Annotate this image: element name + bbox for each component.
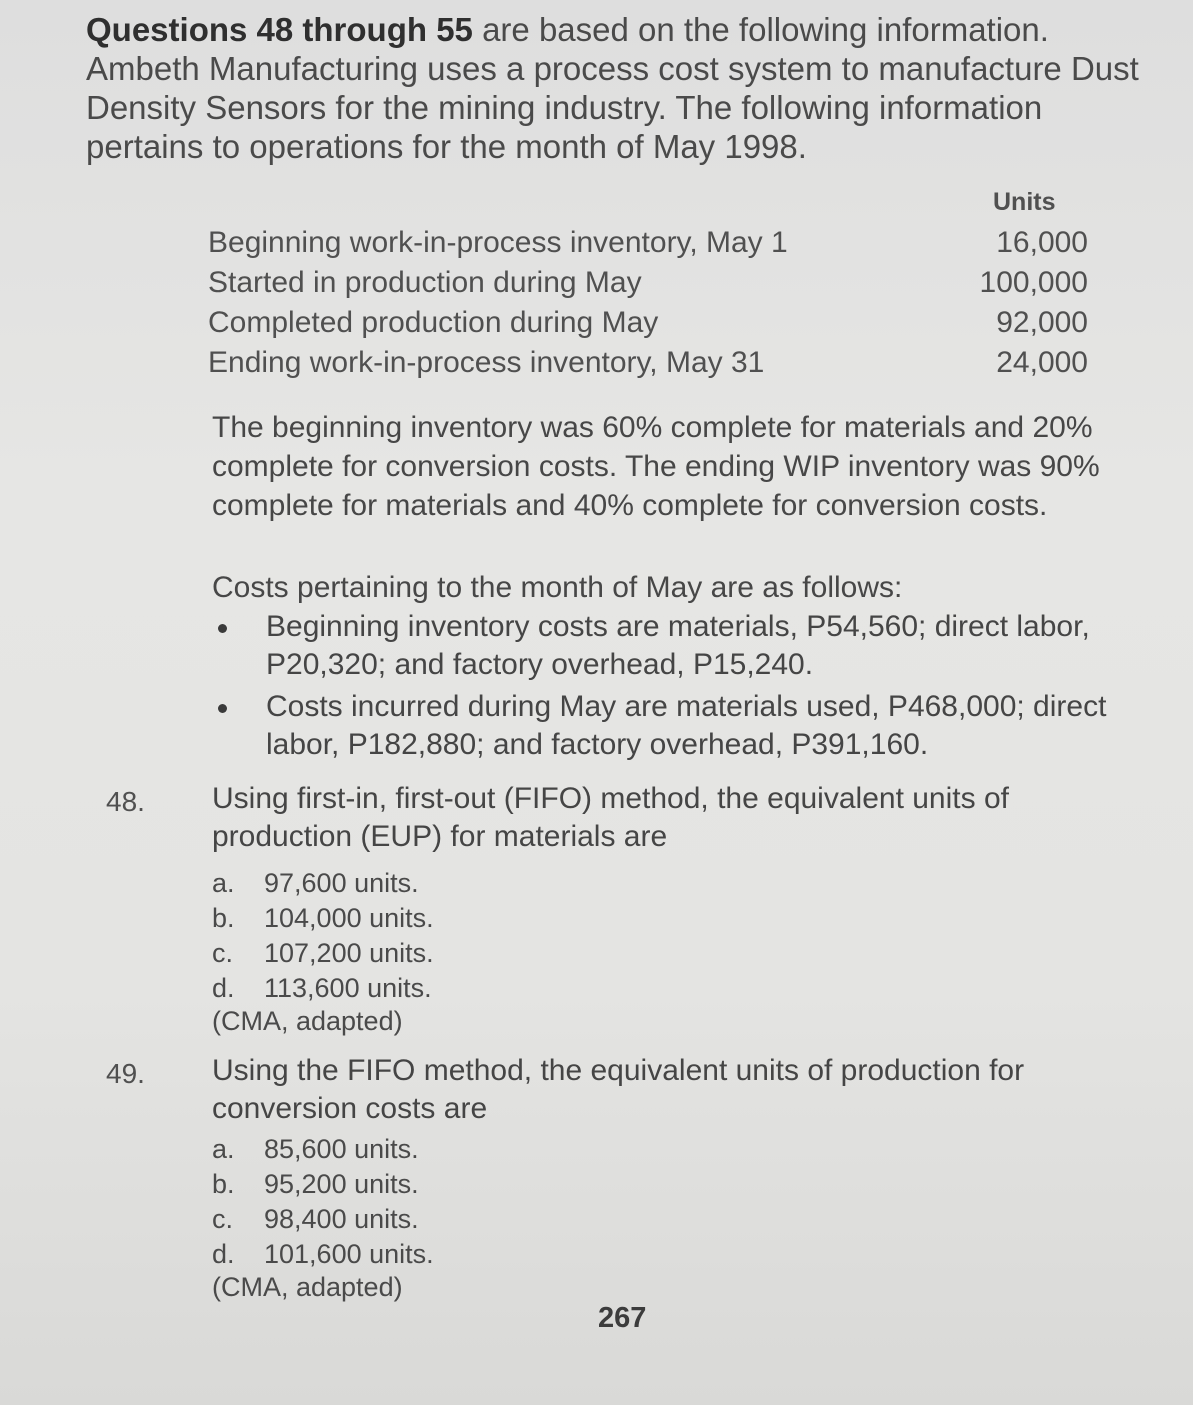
answer-choices [212, 1132, 434, 1272]
choice-letter: b. [212, 1169, 235, 1199]
units-row [208, 266, 1098, 304]
units-row-label: Beginning work-in-process inventory, May 1 [208, 226, 788, 259]
choice-text: 98,400 units. [264, 1204, 419, 1234]
intro-heading-bold: Questions 48 through 55 [86, 11, 473, 48]
answer-choice[interactable] [212, 1132, 434, 1167]
units-row-value: 92,000 [996, 306, 1088, 339]
choice-text: 113,600 units. [264, 973, 432, 1003]
answer-choices [212, 866, 434, 1006]
question-text: Using first-in, first-out (FIFO) method, the equivalent units of production (EUP) for materials are [212, 782, 1009, 853]
units-row [208, 346, 1098, 384]
answer-choice[interactable] [212, 1202, 434, 1237]
completion-note: The beginning inventory was 60% complete for materials and 20% complete for conversion costs. The ending WIP inventory was 90% complete for materials and 40% complete for conversion costs. [212, 411, 1100, 522]
choice-letter: a. [212, 868, 235, 898]
question-source: (CMA, adapted) [212, 1006, 403, 1036]
units-row-value: 16,000 [996, 226, 1088, 259]
answer-choice[interactable] [212, 1167, 434, 1202]
units-row-label: Ending work-in-process inventory, May 31 [208, 346, 765, 379]
answer-choice[interactable] [212, 901, 434, 936]
units-row [208, 306, 1098, 344]
choice-letter: c. [212, 938, 234, 968]
units-row-value: 100,000 [979, 266, 1088, 299]
units-column-header: Units [993, 188, 1056, 216]
units-row [208, 226, 1098, 264]
list-item [212, 688, 1147, 764]
intro-body: Ambeth Manufacturing uses a process cost system to manufacture Dust Density Sensors for the mining industry. The following information pertains to operations for the month of May 1998. [86, 50, 1139, 165]
list-item [212, 608, 1147, 684]
costs-list [212, 608, 1147, 768]
choice-letter: d. [212, 973, 235, 1003]
question-number: 48. [106, 786, 145, 817]
costs-intro: Costs pertaining to the month of May are as follows: [212, 571, 903, 604]
question-number: 49. [106, 1058, 145, 1089]
answer-choice[interactable] [212, 936, 434, 971]
bullet-icon [218, 704, 227, 713]
choice-letter: b. [212, 903, 235, 933]
question-source: (CMA, adapted) [212, 1272, 403, 1302]
choice-text: 97,600 units. [264, 868, 419, 898]
answer-choice[interactable] [212, 971, 434, 1006]
intro-paragraph [86, 10, 1156, 166]
units-row-value: 24,000 [996, 346, 1088, 379]
choice-letter: c. [212, 1204, 234, 1234]
intro-block [86, 10, 1156, 166]
cost-bullet-text: Beginning inventory costs are materials, P54,560; direct labor, P20,320; and factory overhead, P15,240. [266, 610, 1090, 681]
units-row-label: Completed production during May [208, 306, 659, 339]
intro-heading-rest: are based on the following information. [472, 11, 1049, 48]
choice-text: 85,600 units. [264, 1134, 419, 1164]
choice-text: 104,000 units. [264, 903, 434, 933]
choice-text: 101,600 units. [264, 1239, 434, 1269]
choice-letter: a. [212, 1134, 235, 1164]
choice-letter: d. [212, 1239, 235, 1269]
answer-choice[interactable] [212, 1237, 434, 1272]
choice-text: 107,200 units. [264, 938, 434, 968]
bullet-icon [218, 624, 227, 633]
cost-bullet-text: Costs incurred during May are materials used, P468,000; direct labor, P182,880; and factory overhead, P391,160. [266, 690, 1107, 761]
choice-text: 95,200 units. [264, 1169, 419, 1199]
answer-choice[interactable] [212, 866, 434, 901]
page-number: 267 [598, 1302, 647, 1334]
question-text: Using the FIFO method, the equivalent units of production for conversion costs are [212, 1054, 1025, 1125]
units-row-label: Started in production during May [208, 266, 642, 299]
